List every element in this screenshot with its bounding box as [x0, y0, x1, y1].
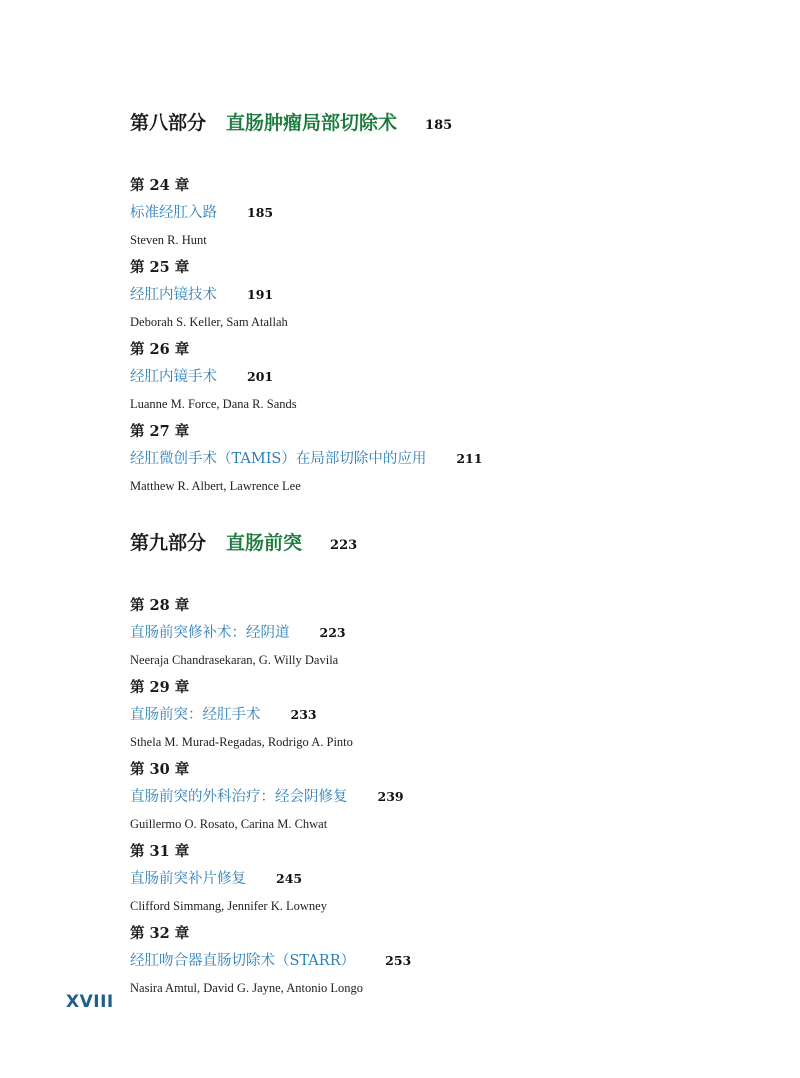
- chapter-label: 第 24 章: [130, 177, 190, 194]
- chapter-label: 第 28 章: [130, 597, 190, 614]
- page-folio: XVIII: [66, 992, 114, 1012]
- chapter-entry: [130, 418, 750, 500]
- chapter-title[interactable]: 经肛吻合器直肠切除术（STARR）: [130, 953, 356, 969]
- chapter-authors: Matthew R. Albert, Lawrence Lee: [130, 479, 301, 493]
- chapter-authors: Deborah S. Keller, Sam Atallah: [130, 315, 288, 329]
- part-page-number: 185: [425, 118, 453, 133]
- chapter-authors: Clifford Simmang, Jennifer K. Lowney: [130, 899, 327, 913]
- chapter-page-number: 239: [377, 789, 404, 804]
- chapter-label: 第 26 章: [130, 341, 190, 358]
- chapter-label: 第 32 章: [130, 925, 190, 942]
- chapter-authors: Guillermo O. Rosato, Carina M. Chwat: [130, 817, 328, 831]
- chapter-label: 第 31 章: [130, 843, 190, 860]
- chapter-page-number: 211: [456, 451, 483, 466]
- part-label: 第九部分: [130, 532, 207, 554]
- chapter-page-number: 233: [290, 707, 317, 722]
- chapter-label: 第 29 章: [130, 679, 190, 696]
- chapter-title[interactable]: 直肠前突修补术：经阴道: [130, 625, 290, 641]
- chapter-authors: Nasira Amtul, David G. Jayne, Antonio Longo: [130, 981, 363, 995]
- part-heading: [130, 108, 750, 138]
- part-title[interactable]: 直肠肿瘤局部切除术: [226, 112, 398, 134]
- chapter-entry: [130, 336, 750, 418]
- chapter-page-number: 191: [247, 287, 274, 302]
- chapter-authors: Sthela M. Murad-Regadas, Rodrigo A. Pinto: [130, 735, 353, 749]
- chapter-title[interactable]: 经肛内镜手术: [130, 369, 217, 385]
- part-page-number: 223: [330, 538, 358, 553]
- chapter-label: 第 27 章: [130, 423, 190, 440]
- chapter-authors: Neeraja Chandrasekaran, G. Willy Davila: [130, 653, 339, 667]
- table-of-contents: [130, 108, 750, 1002]
- chapter-page-number: 201: [247, 369, 274, 384]
- chapter-entry: [130, 920, 750, 1002]
- chapter-entry: [130, 756, 750, 838]
- chapter-authors: Luanne M. Force, Dana R. Sands: [130, 397, 297, 411]
- chapter-entry: [130, 254, 750, 336]
- chapter-entry: [130, 592, 750, 674]
- chapter-page-number: 245: [276, 871, 303, 886]
- chapter-title[interactable]: 直肠前突：经肛手术: [130, 707, 261, 723]
- part-title[interactable]: 直肠前突: [226, 532, 303, 554]
- chapter-page-number: 223: [319, 625, 346, 640]
- chapter-page-number: 185: [247, 205, 274, 220]
- chapter-authors: Steven R. Hunt: [130, 233, 207, 247]
- chapter-title[interactable]: 标准经肛入路: [130, 205, 217, 221]
- chapter-label: 第 30 章: [130, 761, 190, 778]
- part-label: 第八部分: [130, 112, 207, 134]
- chapter-title[interactable]: 经肛微创手术（TAMIS）在局部切除中的应用: [130, 451, 427, 467]
- chapter-title[interactable]: 经肛内镜技术: [130, 287, 217, 303]
- chapter-page-number: 253: [385, 953, 412, 968]
- chapter-label: 第 25 章: [130, 259, 190, 276]
- part-heading: [130, 528, 750, 558]
- chapter-entry: [130, 674, 750, 756]
- chapter-entry: [130, 838, 750, 920]
- chapter-title[interactable]: 直肠前突的外科治疗：经会阴修复: [130, 789, 348, 805]
- chapter-entry: [130, 172, 750, 254]
- chapter-title[interactable]: 直肠前突补片修复: [130, 871, 246, 887]
